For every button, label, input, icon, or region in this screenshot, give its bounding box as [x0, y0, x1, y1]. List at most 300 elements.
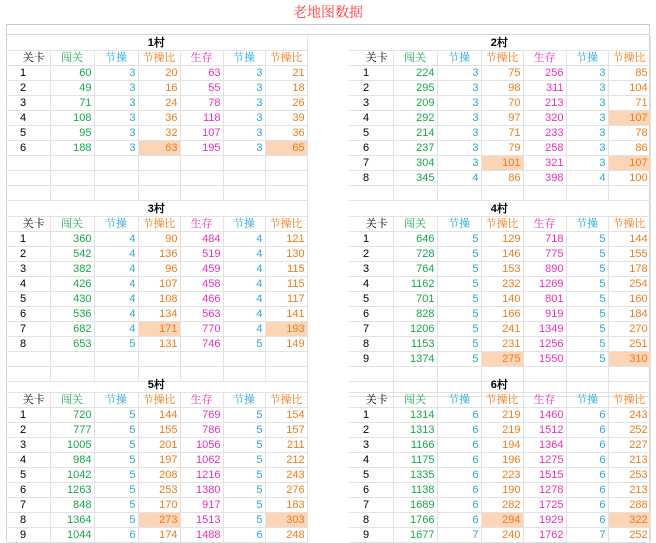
value-cell[interactable]: 1256: [523, 337, 566, 352]
value-cell[interactable]: 4: [566, 171, 608, 186]
value-cell[interactable]: 131: [138, 337, 180, 352]
value-cell[interactable]: 155: [138, 423, 180, 438]
empty-cell[interactable]: [180, 186, 223, 201]
value-cell[interactable]: 213: [608, 483, 650, 498]
value-cell[interactable]: 288: [608, 498, 650, 513]
stage-cell[interactable]: 6: [6, 307, 50, 322]
value-cell[interactable]: 3: [437, 141, 481, 156]
value-cell[interactable]: 1766: [393, 513, 437, 528]
value-cell[interactable]: 107: [180, 126, 223, 141]
value-cell[interactable]: 136: [138, 247, 180, 262]
value-cell[interactable]: 258: [523, 141, 566, 156]
value-cell[interactable]: 1206: [393, 322, 437, 337]
stage-cell[interactable]: 3: [349, 262, 393, 277]
value-cell[interactable]: 5: [437, 337, 481, 352]
value-cell[interactable]: 294: [481, 513, 523, 528]
empty-cell[interactable]: [223, 352, 265, 367]
value-cell[interactable]: 4: [223, 307, 265, 322]
value-cell[interactable]: 728: [393, 247, 437, 262]
value-cell[interactable]: 5: [223, 423, 265, 438]
value-cell[interactable]: 5: [566, 322, 608, 337]
value-cell[interactable]: 6: [437, 513, 481, 528]
value-cell[interactable]: 320: [523, 111, 566, 126]
value-cell[interactable]: 746: [180, 337, 223, 352]
stage-cell[interactable]: 6: [349, 307, 393, 322]
value-cell[interactable]: 166: [481, 307, 523, 322]
value-cell[interactable]: 253: [608, 468, 650, 483]
value-cell[interactable]: 6: [566, 483, 608, 498]
value-cell[interactable]: 3: [566, 66, 608, 81]
value-cell[interactable]: 18: [265, 81, 307, 96]
value-cell[interactable]: 1005: [50, 438, 94, 453]
stage-cell[interactable]: 2: [6, 247, 50, 262]
empty-cell[interactable]: [437, 186, 481, 201]
value-cell[interactable]: 5: [223, 337, 265, 352]
value-cell[interactable]: 5: [566, 307, 608, 322]
value-cell[interactable]: 5: [566, 262, 608, 277]
value-cell[interactable]: 484: [180, 232, 223, 247]
value-cell[interactable]: 6: [566, 423, 608, 438]
value-cell[interactable]: 5: [223, 453, 265, 468]
value-cell[interactable]: 848: [50, 498, 94, 513]
value-cell[interactable]: 60: [50, 66, 94, 81]
value-cell[interactable]: 211: [265, 438, 307, 453]
value-cell[interactable]: 130: [265, 247, 307, 262]
value-cell[interactable]: 240: [481, 528, 523, 543]
value-cell[interactable]: 20: [138, 66, 180, 81]
value-cell[interactable]: 1042: [50, 468, 94, 483]
value-cell[interactable]: 3: [437, 66, 481, 81]
stage-cell[interactable]: 7: [349, 498, 393, 513]
value-cell[interactable]: 3: [437, 126, 481, 141]
value-cell[interactable]: 100: [608, 171, 650, 186]
value-cell[interactable]: 252: [608, 423, 650, 438]
value-cell[interactable]: 6: [437, 468, 481, 483]
value-cell[interactable]: 1166: [393, 438, 437, 453]
value-cell[interactable]: 1550: [523, 352, 566, 367]
value-cell[interactable]: 5: [566, 337, 608, 352]
value-cell[interactable]: 1138: [393, 483, 437, 498]
empty-cell[interactable]: [6, 186, 50, 201]
value-cell[interactable]: 1314: [393, 408, 437, 423]
value-cell[interactable]: 426: [50, 277, 94, 292]
value-cell[interactable]: 3: [566, 96, 608, 111]
empty-cell[interactable]: [94, 156, 138, 171]
stage-cell[interactable]: 3: [6, 262, 50, 277]
value-cell[interactable]: 6: [566, 513, 608, 528]
value-cell[interactable]: 5: [566, 247, 608, 262]
value-cell[interactable]: 95: [50, 126, 94, 141]
value-cell[interactable]: 16: [138, 81, 180, 96]
value-cell[interactable]: 5: [94, 438, 138, 453]
value-cell[interactable]: 360: [50, 232, 94, 247]
value-cell[interactable]: 4: [94, 232, 138, 247]
stage-cell[interactable]: 4: [349, 453, 393, 468]
value-cell[interactable]: 253: [138, 483, 180, 498]
value-cell[interactable]: 6: [566, 438, 608, 453]
value-cell[interactable]: 117: [265, 292, 307, 307]
value-cell[interactable]: 1044: [50, 528, 94, 543]
value-cell[interactable]: 1175: [393, 453, 437, 468]
value-cell[interactable]: 5: [223, 438, 265, 453]
value-cell[interactable]: 777: [50, 423, 94, 438]
value-cell[interactable]: 115: [265, 262, 307, 277]
value-cell[interactable]: 3: [94, 141, 138, 156]
empty-cell[interactable]: [6, 156, 50, 171]
value-cell[interactable]: 4: [223, 247, 265, 262]
empty-cell[interactable]: [265, 186, 307, 201]
value-cell[interactable]: 1380: [180, 483, 223, 498]
value-cell[interactable]: 107: [608, 111, 650, 126]
value-cell[interactable]: 197: [138, 453, 180, 468]
value-cell[interactable]: 21: [265, 66, 307, 81]
value-cell[interactable]: 24: [138, 96, 180, 111]
value-cell[interactable]: 3: [566, 156, 608, 171]
value-cell[interactable]: 3: [223, 66, 265, 81]
value-cell[interactable]: 1335: [393, 468, 437, 483]
value-cell[interactable]: 224: [393, 66, 437, 81]
value-cell[interactable]: 170: [138, 498, 180, 513]
value-cell[interactable]: 5: [437, 307, 481, 322]
value-cell[interactable]: 5: [437, 262, 481, 277]
stage-cell[interactable]: 5: [6, 126, 50, 141]
value-cell[interactable]: 1263: [50, 483, 94, 498]
stage-cell[interactable]: 1: [6, 408, 50, 423]
value-cell[interactable]: 232: [481, 277, 523, 292]
value-cell[interactable]: 78: [608, 126, 650, 141]
stage-cell[interactable]: 8: [349, 171, 393, 186]
value-cell[interactable]: 248: [265, 528, 307, 543]
value-cell[interactable]: 157: [265, 423, 307, 438]
value-cell[interactable]: 5: [566, 277, 608, 292]
value-cell[interactable]: 6: [566, 408, 608, 423]
empty-cell[interactable]: [6, 352, 50, 367]
stage-cell[interactable]: 1: [6, 66, 50, 81]
value-cell[interactable]: 4: [94, 247, 138, 262]
stage-cell[interactable]: 5: [349, 468, 393, 483]
stage-cell[interactable]: 4: [349, 277, 393, 292]
empty-cell[interactable]: [608, 186, 650, 201]
empty-cell[interactable]: [349, 186, 393, 201]
empty-cell[interactable]: [138, 352, 180, 367]
value-cell[interactable]: 1275: [523, 453, 566, 468]
value-cell[interactable]: 382: [50, 262, 94, 277]
value-cell[interactable]: 5: [437, 352, 481, 367]
value-cell[interactable]: 3: [94, 111, 138, 126]
stage-cell[interactable]: 6: [349, 483, 393, 498]
stage-cell[interactable]: 5: [6, 292, 50, 307]
empty-cell[interactable]: [223, 156, 265, 171]
value-cell[interactable]: 6: [437, 423, 481, 438]
value-cell[interactable]: 70: [481, 96, 523, 111]
value-cell[interactable]: 5: [94, 337, 138, 352]
stage-cell[interactable]: 7: [6, 498, 50, 513]
value-cell[interactable]: 466: [180, 292, 223, 307]
value-cell[interactable]: 237: [393, 141, 437, 156]
value-cell[interactable]: 49: [50, 81, 94, 96]
value-cell[interactable]: 219: [481, 423, 523, 438]
value-cell[interactable]: 5: [223, 408, 265, 423]
value-cell[interactable]: 26: [265, 96, 307, 111]
stage-cell[interactable]: 2: [349, 247, 393, 262]
value-cell[interactable]: 3: [437, 156, 481, 171]
value-cell[interactable]: 321: [523, 156, 566, 171]
stage-cell[interactable]: 4: [349, 111, 393, 126]
value-cell[interactable]: 201: [138, 438, 180, 453]
stage-cell[interactable]: 4: [6, 111, 50, 126]
value-cell[interactable]: 107: [608, 156, 650, 171]
stage-cell[interactable]: 3: [349, 96, 393, 111]
value-cell[interactable]: 101: [481, 156, 523, 171]
empty-cell[interactable]: [223, 171, 265, 186]
value-cell[interactable]: 1278: [523, 483, 566, 498]
value-cell[interactable]: 6: [437, 498, 481, 513]
stage-cell[interactable]: 6: [349, 141, 393, 156]
value-cell[interactable]: 71: [50, 96, 94, 111]
value-cell[interactable]: 646: [393, 232, 437, 247]
value-cell[interactable]: 430: [50, 292, 94, 307]
value-cell[interactable]: 190: [481, 483, 523, 498]
value-cell[interactable]: 890: [523, 262, 566, 277]
value-cell[interactable]: 653: [50, 337, 94, 352]
value-cell[interactable]: 241: [481, 322, 523, 337]
value-cell[interactable]: 5: [94, 408, 138, 423]
value-cell[interactable]: 398: [523, 171, 566, 186]
value-cell[interactable]: 4: [437, 171, 481, 186]
value-cell[interactable]: 223: [481, 468, 523, 483]
stage-cell[interactable]: 2: [6, 81, 50, 96]
value-cell[interactable]: 5: [94, 453, 138, 468]
value-cell[interactable]: 233: [523, 126, 566, 141]
value-cell[interactable]: 212: [265, 453, 307, 468]
value-cell[interactable]: 275: [481, 352, 523, 367]
value-cell[interactable]: 39: [265, 111, 307, 126]
value-cell[interactable]: 3: [94, 66, 138, 81]
value-cell[interactable]: 243: [265, 468, 307, 483]
value-cell[interactable]: 270: [608, 322, 650, 337]
value-cell[interactable]: 36: [138, 111, 180, 126]
stage-cell[interactable]: 1: [349, 66, 393, 81]
value-cell[interactable]: 251: [608, 337, 650, 352]
empty-cell[interactable]: [180, 171, 223, 186]
value-cell[interactable]: 5: [566, 232, 608, 247]
value-cell[interactable]: 7: [566, 528, 608, 543]
value-cell[interactable]: 682: [50, 322, 94, 337]
value-cell[interactable]: 178: [608, 262, 650, 277]
value-cell[interactable]: 1689: [393, 498, 437, 513]
stage-cell[interactable]: 1: [6, 232, 50, 247]
value-cell[interactable]: 6: [223, 528, 265, 543]
value-cell[interactable]: 6: [94, 528, 138, 543]
value-cell[interactable]: 213: [608, 453, 650, 468]
stage-cell[interactable]: 9: [349, 528, 393, 543]
empty-cell[interactable]: [94, 186, 138, 201]
empty-cell[interactable]: [265, 171, 307, 186]
value-cell[interactable]: 3: [437, 111, 481, 126]
value-cell[interactable]: 174: [138, 528, 180, 543]
value-cell[interactable]: 1460: [523, 408, 566, 423]
value-cell[interactable]: 252: [608, 528, 650, 543]
value-cell[interactable]: 295: [393, 81, 437, 96]
value-cell[interactable]: 720: [50, 408, 94, 423]
empty-cell[interactable]: [180, 352, 223, 367]
value-cell[interactable]: 193: [265, 322, 307, 337]
stage-cell[interactable]: 1: [349, 408, 393, 423]
value-cell[interactable]: 86: [481, 171, 523, 186]
value-cell[interactable]: 345: [393, 171, 437, 186]
value-cell[interactable]: 563: [180, 307, 223, 322]
stage-cell[interactable]: 8: [6, 337, 50, 352]
stage-cell[interactable]: 8: [349, 337, 393, 352]
stage-cell[interactable]: 8: [349, 513, 393, 528]
value-cell[interactable]: 4: [223, 232, 265, 247]
value-cell[interactable]: 1488: [180, 528, 223, 543]
value-cell[interactable]: 5: [94, 483, 138, 498]
value-cell[interactable]: 107: [138, 277, 180, 292]
value-cell[interactable]: 1062: [180, 453, 223, 468]
value-cell[interactable]: 134: [138, 307, 180, 322]
value-cell[interactable]: 7: [437, 528, 481, 543]
value-cell[interactable]: 310: [608, 352, 650, 367]
empty-cell[interactable]: [393, 186, 437, 201]
value-cell[interactable]: 4: [94, 322, 138, 337]
value-cell[interactable]: 1374: [393, 352, 437, 367]
stage-cell[interactable]: 3: [6, 438, 50, 453]
stage-cell[interactable]: 3: [6, 96, 50, 111]
stage-cell[interactable]: 3: [349, 438, 393, 453]
value-cell[interactable]: 4: [223, 322, 265, 337]
stage-cell[interactable]: 8: [6, 513, 50, 528]
value-cell[interactable]: 6: [566, 453, 608, 468]
value-cell[interactable]: 78: [180, 96, 223, 111]
value-cell[interactable]: 86: [608, 141, 650, 156]
value-cell[interactable]: 140: [481, 292, 523, 307]
value-cell[interactable]: 4: [94, 307, 138, 322]
value-cell[interactable]: 118: [180, 111, 223, 126]
value-cell[interactable]: 129: [481, 232, 523, 247]
value-cell[interactable]: 96: [138, 262, 180, 277]
empty-cell[interactable]: [566, 186, 608, 201]
value-cell[interactable]: 75: [481, 66, 523, 81]
empty-cell[interactable]: [265, 352, 307, 367]
value-cell[interactable]: 458: [180, 277, 223, 292]
value-cell[interactable]: 108: [50, 111, 94, 126]
value-cell[interactable]: 1515: [523, 468, 566, 483]
value-cell[interactable]: 5: [223, 513, 265, 528]
value-cell[interactable]: 276: [265, 483, 307, 498]
value-cell[interactable]: 4: [223, 277, 265, 292]
value-cell[interactable]: 98: [481, 81, 523, 96]
value-cell[interactable]: 6: [566, 468, 608, 483]
empty-cell[interactable]: [138, 171, 180, 186]
stage-cell[interactable]: 2: [6, 423, 50, 438]
empty-cell[interactable]: [265, 156, 307, 171]
empty-cell[interactable]: [50, 156, 94, 171]
value-cell[interactable]: 65: [265, 141, 307, 156]
value-cell[interactable]: 71: [481, 126, 523, 141]
stage-cell[interactable]: 5: [349, 292, 393, 307]
stage-cell[interactable]: 5: [349, 126, 393, 141]
value-cell[interactable]: 209: [393, 96, 437, 111]
value-cell[interactable]: 3: [437, 81, 481, 96]
value-cell[interactable]: 5: [223, 498, 265, 513]
value-cell[interactable]: 196: [481, 453, 523, 468]
value-cell[interactable]: 3: [437, 96, 481, 111]
value-cell[interactable]: 208: [138, 468, 180, 483]
stage-cell[interactable]: 7: [349, 156, 393, 171]
value-cell[interactable]: 1349: [523, 322, 566, 337]
value-cell[interactable]: 121: [265, 232, 307, 247]
value-cell[interactable]: 1162: [393, 277, 437, 292]
value-cell[interactable]: 5: [437, 247, 481, 262]
value-cell[interactable]: 3: [94, 81, 138, 96]
value-cell[interactable]: 536: [50, 307, 94, 322]
value-cell[interactable]: 141: [265, 307, 307, 322]
value-cell[interactable]: 5: [223, 468, 265, 483]
value-cell[interactable]: 115: [265, 277, 307, 292]
empty-cell[interactable]: [6, 171, 50, 186]
value-cell[interactable]: 292: [393, 111, 437, 126]
empty-cell[interactable]: [50, 352, 94, 367]
stage-cell[interactable]: 4: [6, 277, 50, 292]
value-cell[interactable]: 160: [608, 292, 650, 307]
value-cell[interactable]: 55: [180, 81, 223, 96]
value-cell[interactable]: 4: [223, 292, 265, 307]
value-cell[interactable]: 5: [437, 292, 481, 307]
value-cell[interactable]: 519: [180, 247, 223, 262]
value-cell[interactable]: 919: [523, 307, 566, 322]
value-cell[interactable]: 256: [523, 66, 566, 81]
value-cell[interactable]: 1056: [180, 438, 223, 453]
value-cell[interactable]: 1313: [393, 423, 437, 438]
value-cell[interactable]: 90: [138, 232, 180, 247]
value-cell[interactable]: 188: [50, 141, 94, 156]
value-cell[interactable]: 85: [608, 66, 650, 81]
stage-cell[interactable]: 2: [349, 423, 393, 438]
value-cell[interactable]: 3: [223, 96, 265, 111]
empty-cell[interactable]: [94, 352, 138, 367]
value-cell[interactable]: 195: [180, 141, 223, 156]
empty-cell[interactable]: [180, 156, 223, 171]
value-cell[interactable]: 149: [265, 337, 307, 352]
value-cell[interactable]: 63: [138, 141, 180, 156]
value-cell[interactable]: 3: [566, 81, 608, 96]
empty-cell[interactable]: [481, 186, 523, 201]
value-cell[interactable]: 1153: [393, 337, 437, 352]
value-cell[interactable]: 6: [437, 408, 481, 423]
value-cell[interactable]: 153: [481, 262, 523, 277]
value-cell[interactable]: 3: [223, 81, 265, 96]
value-cell[interactable]: 775: [523, 247, 566, 262]
value-cell[interactable]: 4: [223, 262, 265, 277]
value-cell[interactable]: 282: [481, 498, 523, 513]
value-cell[interactable]: 828: [393, 307, 437, 322]
value-cell[interactable]: 183: [265, 498, 307, 513]
empty-cell[interactable]: [94, 171, 138, 186]
stage-cell[interactable]: 6: [6, 483, 50, 498]
value-cell[interactable]: 5: [94, 468, 138, 483]
empty-cell[interactable]: [138, 156, 180, 171]
stage-cell[interactable]: 6: [6, 141, 50, 156]
value-cell[interactable]: 764: [393, 262, 437, 277]
value-cell[interactable]: 459: [180, 262, 223, 277]
value-cell[interactable]: 144: [138, 408, 180, 423]
value-cell[interactable]: 984: [50, 453, 94, 468]
value-cell[interactable]: 5: [566, 292, 608, 307]
value-cell[interactable]: 5: [94, 498, 138, 513]
empty-cell[interactable]: [138, 186, 180, 201]
stage-cell[interactable]: 4: [6, 453, 50, 468]
